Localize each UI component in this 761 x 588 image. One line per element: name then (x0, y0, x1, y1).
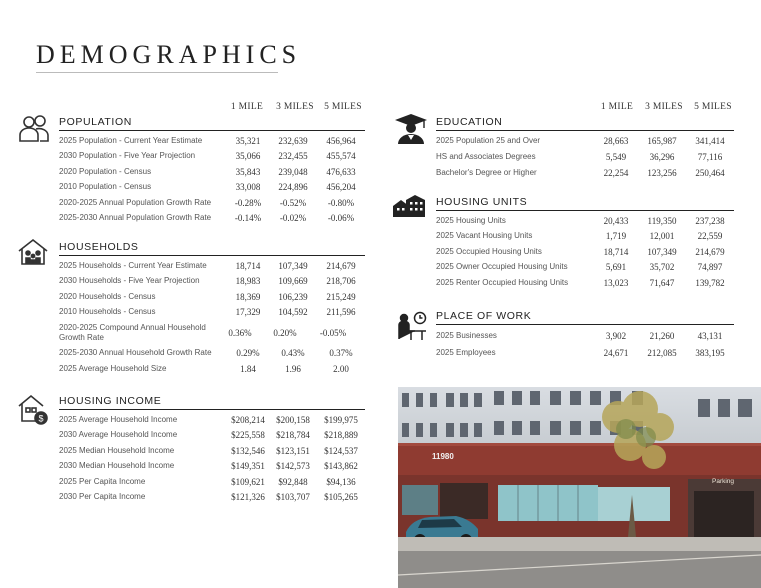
housing-units-section (436, 196, 734, 291)
housing-row-label: 2025 Vacant Housing Units (436, 231, 533, 241)
households-value-1-mile: 18,983 (235, 276, 261, 287)
house-family-icon (17, 238, 49, 266)
population-value-1-mile: 35,066 (235, 151, 261, 162)
households-value-1-mile: 17,329 (235, 307, 261, 318)
households-value-5-miles: 218,706 (326, 276, 356, 287)
work-value-5-miles: 383,195 (695, 348, 725, 359)
population-row (59, 211, 365, 227)
work-value-5-miles: 43,131 (697, 330, 723, 341)
work-value-1-mile: 3,902 (605, 330, 627, 341)
income-value-1-mile: $109,621 (231, 476, 265, 487)
households-row (59, 258, 365, 274)
left-col-5-miles: 5 MILES (324, 102, 362, 112)
households-row (59, 346, 365, 362)
households-row (59, 289, 365, 305)
education-row-label: Bachelor's Degree or Higher (436, 168, 537, 177)
house-money-icon (17, 393, 49, 425)
households-value-5-miles: 214,679 (326, 260, 356, 271)
income-row-label: 2025 Per Capita Income (59, 476, 146, 486)
income-row (59, 412, 365, 428)
population-value-3-miles: -0.52% (279, 197, 307, 208)
housing-income-section (59, 395, 365, 505)
households-value-1-mile: 0.36% (228, 327, 252, 338)
population-row-label: 2025-2030 Annual Population Growth Rate (59, 213, 212, 223)
education-value-1-mile: 22,254 (603, 168, 629, 178)
population-value-1-mile: 33,008 (235, 182, 261, 193)
work-value-3-miles: 212,085 (647, 348, 677, 359)
income-value-5-miles: $218,889 (324, 430, 358, 441)
housing-value-3-miles: 119,350 (647, 215, 677, 226)
population-value-3-miles: 232,639 (278, 135, 308, 146)
income-value-3-miles: $123,151 (276, 445, 310, 456)
housing-row-label: 2025 Occupied Housing Units (436, 246, 542, 256)
page-title: DEMOGRAPHICS (36, 40, 302, 69)
population-value-5-miles: 455,574 (326, 151, 356, 162)
households-value-5-miles: 0.37% (329, 348, 353, 359)
population-value-3-miles: 239,048 (278, 166, 308, 177)
building-photo (398, 387, 761, 588)
population-row (59, 133, 365, 149)
parking-sign: Parking (712, 478, 735, 485)
education-value-5-miles: 77,116 (697, 152, 723, 162)
population-value-5-miles: 476,633 (326, 166, 356, 177)
left-col-3-miles: 3 MILES (276, 102, 314, 112)
households-value-5-miles: -0.05% (319, 327, 347, 338)
households-row-label: 2030 Households - Five Year Projection (59, 276, 200, 286)
households-value-3-miles: 0.43% (281, 348, 305, 359)
income-value-1-mile: $121,326 (231, 492, 265, 503)
population-row-label: 2025 Population - Current Year Estimate (59, 135, 203, 145)
work-row (436, 327, 734, 345)
housing-value-3-miles: 107,349 (647, 246, 677, 257)
income-value-1-mile: $225,558 (231, 430, 265, 441)
population-value-5-miles: -0.80% (327, 197, 355, 208)
households-value-3-miles: 107,349 (278, 260, 308, 271)
households-row-label: 2020 Households - Census (59, 291, 156, 301)
housing-row (436, 244, 734, 260)
households-value-3-miles: 1.96 (285, 363, 301, 374)
work-row-label: 2025 Businesses (436, 330, 497, 340)
population-value-1-mile: 35,321 (235, 135, 261, 146)
income-row-label: 2030 Median Household Income (59, 461, 175, 471)
work-row-label: 2025 Employees (436, 348, 496, 358)
population-title: POPULATION (59, 116, 365, 131)
housing-units-title: HOUSING UNITS (436, 196, 734, 211)
households-value-1-mile: 0.29% (236, 348, 260, 359)
households-row (59, 305, 365, 321)
population-value-3-miles: -0.02% (279, 213, 307, 224)
education-value-3-miles: 36,296 (649, 152, 675, 162)
households-row (59, 320, 365, 346)
households-row-label: 2020-2025 Compound Annual Household Growth Rate (59, 322, 206, 342)
income-row (59, 490, 365, 506)
households-value-1-mile: 1.84 (240, 363, 256, 374)
housing-row (436, 213, 734, 229)
households-row (59, 361, 365, 377)
left-col-1-mile: 1 MILE (230, 102, 264, 112)
households-value-5-miles: 2.00 (333, 363, 349, 374)
population-value-5-miles: 456,964 (326, 135, 356, 146)
population-value-3-miles: 232,455 (278, 151, 308, 162)
place-of-work-section (436, 310, 734, 362)
education-value-1-mile: 28,663 (603, 136, 629, 146)
population-value-3-miles: 224,896 (278, 182, 308, 193)
right-col-5-miles: 5 MILES (694, 102, 732, 112)
income-row-label: 2025 Median Household Income (59, 445, 175, 455)
households-value-5-miles: 215,249 (326, 291, 356, 302)
desk-worker-icon (396, 311, 428, 341)
income-value-5-miles: $105,265 (324, 492, 358, 503)
population-row-label: 2010 Population - Census (59, 182, 152, 192)
housing-value-5-miles: 237,238 (695, 215, 725, 226)
right-col-1-mile: 1 MILE (600, 102, 634, 112)
population-value-5-miles: -0.06% (327, 213, 355, 224)
households-value-3-miles: 0.20% (273, 327, 297, 338)
svg-text:$: $ (38, 413, 44, 424)
housing-row-label: 2025 Renter Occupied Housing Units (436, 277, 569, 287)
income-value-1-mile: $208,214 (231, 414, 265, 425)
households-value-1-mile: 18,714 (235, 260, 261, 271)
housing-value-5-miles: 214,679 (695, 246, 725, 257)
housing-income-title: HOUSING INCOME (59, 395, 365, 410)
housing-value-3-miles: 35,702 (649, 262, 675, 273)
education-row (436, 149, 734, 165)
households-row-label: 2025 Households - Current Year Estimate (59, 260, 207, 270)
income-row-label: 2025 Average Household Income (59, 414, 178, 424)
housing-value-3-miles: 12,001 (649, 231, 675, 242)
population-value-1-mile: -0.14% (234, 213, 262, 224)
income-value-3-miles: $92,848 (278, 476, 308, 487)
housing-value-1-mile: 5,691 (605, 262, 627, 273)
income-row (59, 428, 365, 444)
income-row-label: 2030 Average Household Income (59, 430, 178, 440)
housing-row-label: 2025 Owner Occupied Housing Units (436, 262, 568, 272)
population-section (59, 116, 365, 226)
households-value-5-miles: 211,596 (326, 307, 356, 318)
housing-value-5-miles: 139,782 (695, 277, 725, 288)
education-value-5-miles: 341,414 (695, 136, 725, 146)
housing-row (436, 275, 734, 291)
population-value-1-mile: -0.28% (234, 197, 262, 208)
housing-value-1-mile: 20,433 (603, 215, 629, 226)
housing-value-1-mile: 18,714 (603, 246, 629, 257)
households-row (59, 274, 365, 290)
income-value-5-miles: $124,537 (324, 445, 358, 456)
income-value-1-mile: $132,546 (231, 445, 265, 456)
population-row (59, 149, 365, 165)
education-value-3-miles: 165,987 (647, 136, 677, 146)
housing-value-5-miles: 74,897 (697, 262, 723, 273)
housing-units-icon (392, 194, 426, 218)
right-col-3-miles: 3 MILES (645, 102, 683, 112)
work-value-3-miles: 21,260 (649, 330, 675, 341)
income-value-3-miles: $142,573 (276, 461, 310, 472)
households-value-3-miles: 109,669 (278, 276, 308, 287)
place-of-work-title: PLACE OF WORK (436, 310, 734, 325)
education-row-label: 2025 Population 25 and Over (436, 136, 541, 145)
population-row-label: 2020-2025 Annual Population Growth Rate (59, 197, 212, 207)
education-row (436, 133, 734, 149)
education-row-label: HS and Associates Degrees (436, 152, 536, 161)
income-row (59, 443, 365, 459)
building-number-sign: 11980 (432, 452, 454, 461)
income-value-5-miles: $94,136 (326, 476, 356, 487)
work-value-1-mile: 24,671 (603, 348, 629, 359)
households-title: HOUSEHOLDS (59, 241, 365, 256)
housing-row (436, 229, 734, 245)
graduate-icon (394, 113, 428, 145)
income-value-1-mile: $149,351 (231, 461, 265, 472)
households-value-3-miles: 106,239 (278, 291, 308, 302)
population-row (59, 180, 365, 196)
income-value-3-miles: $103,707 (276, 492, 310, 503)
housing-value-5-miles: 22,559 (697, 231, 723, 242)
people-icon (17, 113, 51, 143)
housing-value-3-miles: 71,647 (649, 277, 675, 288)
education-row (436, 165, 734, 181)
housing-value-1-mile: 1,719 (605, 231, 627, 242)
housing-row (436, 260, 734, 276)
population-row (59, 195, 365, 211)
households-value-1-mile: 18,369 (235, 291, 261, 302)
income-value-5-miles: $199,975 (324, 414, 358, 425)
households-value-3-miles: 104,592 (278, 307, 308, 318)
education-value-3-miles: 123,256 (647, 168, 677, 178)
housing-value-1-mile: 13,023 (603, 277, 629, 288)
population-value-5-miles: 456,204 (326, 182, 356, 193)
population-row-label: 2020 Population - Census (59, 166, 152, 176)
education-value-5-miles: 250,464 (695, 168, 725, 178)
income-row-label: 2030 Per Capita Income (59, 492, 146, 502)
households-row-label: 2025 Average Household Size (59, 363, 167, 373)
population-value-1-mile: 35,843 (235, 166, 261, 177)
income-value-3-miles: $218,784 (276, 430, 310, 441)
income-value-3-miles: $200,158 (276, 414, 310, 425)
households-row-label: 2025-2030 Annual Household Growth Rate (59, 348, 212, 358)
population-row-label: 2030 Population - Five Year Projection (59, 151, 196, 161)
income-row (59, 474, 365, 490)
income-row (59, 459, 365, 475)
income-value-5-miles: $143,862 (324, 461, 358, 472)
households-section (59, 241, 365, 377)
work-row (436, 345, 734, 363)
education-title: EDUCATION (436, 116, 734, 131)
title-rule (36, 72, 278, 73)
households-row-label: 2010 Households - Census (59, 307, 156, 317)
education-section (436, 116, 734, 181)
population-row (59, 164, 365, 180)
education-value-1-mile: 5,549 (605, 152, 627, 162)
housing-row-label: 2025 Housing Units (436, 215, 506, 225)
